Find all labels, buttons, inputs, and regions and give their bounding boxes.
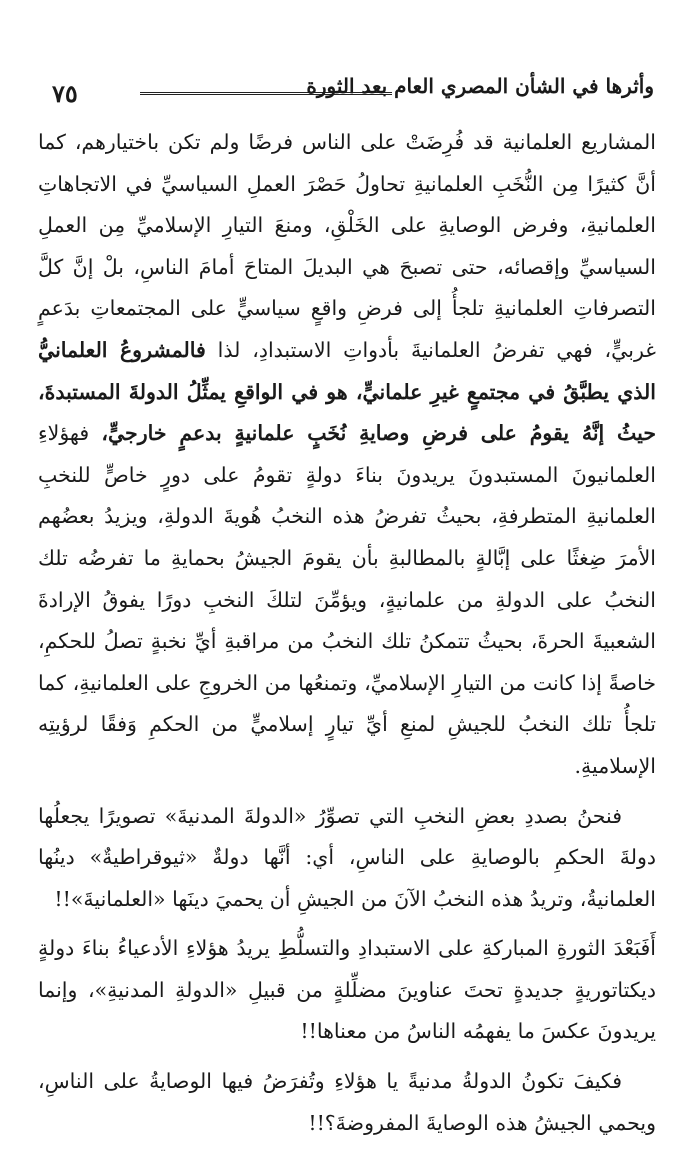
page-header xyxy=(40,66,654,110)
paragraph-1-text-b: فهؤلاءِ العلمانيونَ المستبدونَ يريدونَ بناءَ دولةٍ تقومُ على دورٍ خاصٍّ للنخبِ العلمانيةِ المتطرفةِ، بحيثُ تفرضُ هذه النخبُ هُويةَ الدولةِ، ويزيدُ بعضُهم الأمرَ ضِغثًا على إبَّالةٍ بالمطالبةِ بأن يقومَ الجيشُ بحمايةِ ما تفرضُه تلك النخبُ على الدولةِ من علمانيةٍ، ويؤمِّنَ لتلكَ النخبِ دورًا يفوقُ الإرادةَ الشعبيةَ الحرةَ، بحيثُ تتمكنُ تلك النخبُ من مراقبةِ أيِّ نخبةٍ تصلُ للحكمِ، خاصةً إذا كانت من التيارِ الإسلاميِّ، وتمنعُها من الخروجِ على العلمانيةِ، كما تلجأُ تلك النخبُ للجيشِ لمنعِ أيِّ تيارٍ إسلاميٍّ من الحكمِ وَفقًا لرؤيتِه الإسلاميةِ. xyxy=(38,421,656,778)
page-body xyxy=(38,122,656,1152)
page-number: ٧٥ xyxy=(52,79,78,108)
paragraph-1-text-a: المشاريع العلمانية قد فُرِضَتْ على الناس فرضًا ولم تكن باختيارهم، كما أنَّ كثيرًا مِن النُّخَبِ العلمانيةِ تحاولُ حَصْرَ العملِ السياسيِّ في الاتجاهاتِ العلمانيةِ، وفرض الوصايةِ على الخَلْقِ، ومنعَ التيارِ الإسلاميِّ مِن العملِ السياسيِّ وإقصائه، حتى تصبحَ هي البديلَ المتاحَ أمامَ الناسِ، بلْ إنَّ كلَّ التصرفاتِ العلمانيةِ تلجأُ إلى فرضِ واقعٍ سياسيٍّ على المجتمعاتِ بدَعمٍ غربيٍّ، فهي تفرضُ العلمانيةَ بأدواتِ الاستبدادِ، لذا xyxy=(38,130,656,362)
paragraph-2: فنحنُ بصددِ بعضِ النخبِ التي تصوِّرُ «الدولةَ المدنيةَ» تصويرًا يجعلُها دولةَ الحكمِ بالوصايةِ على الناسِ، أي: أنَّها دولةٌ «ثيوقراطيةٌ» دينُها العلمانيةُ، وتريدُ هذه النخبُ الآنَ من الجيشِ أن يحميَ دينَها «العلمانيةَ»!! xyxy=(38,803,656,911)
paragraph-3: أَفَبَعْدَ الثورةِ المباركةِ على الاستبدادِ والتسلُّطِ يريدُ هؤلاءِ الأدعياءُ بناءَ دولةٍ ديكتاتوريةٍ جديدةٍ تحتَ عناوينَ مضلِّلةٍ من قبيلِ «الدولةِ المدنيةِ»، وإنما يريدونَ عكسَ ما يفهمُه الناسُ من معناها!! xyxy=(38,936,657,1044)
running-title: وأثرها في الشأن المصري العام بعد الثورة xyxy=(306,74,654,98)
paragraph-1-emphasis: فالمشروعُ العلمانيُّ الذي يطبَّقُ في مجتمعٍ غيرِ علمانيٍّ، هو في الواقعِ يمثِّلُ الدولةَ المستبدةَ، حيثُ إنَّهُ يقومُ على فرضِ وصايةِ نُخَبٍ علمانيةٍ بدعمٍ خارجيٍّ، xyxy=(38,337,657,446)
paragraph-4: فكيفَ تكونُ الدولةُ مدنيةً يا هؤلاءِ وتُفرَضُ فيها الوصايةُ على الناسِ، ويحمي الجيشُ هذه الوصايةَ المفروضةَ؟!! xyxy=(38,1069,656,1135)
paragraph-1 xyxy=(38,122,656,788)
